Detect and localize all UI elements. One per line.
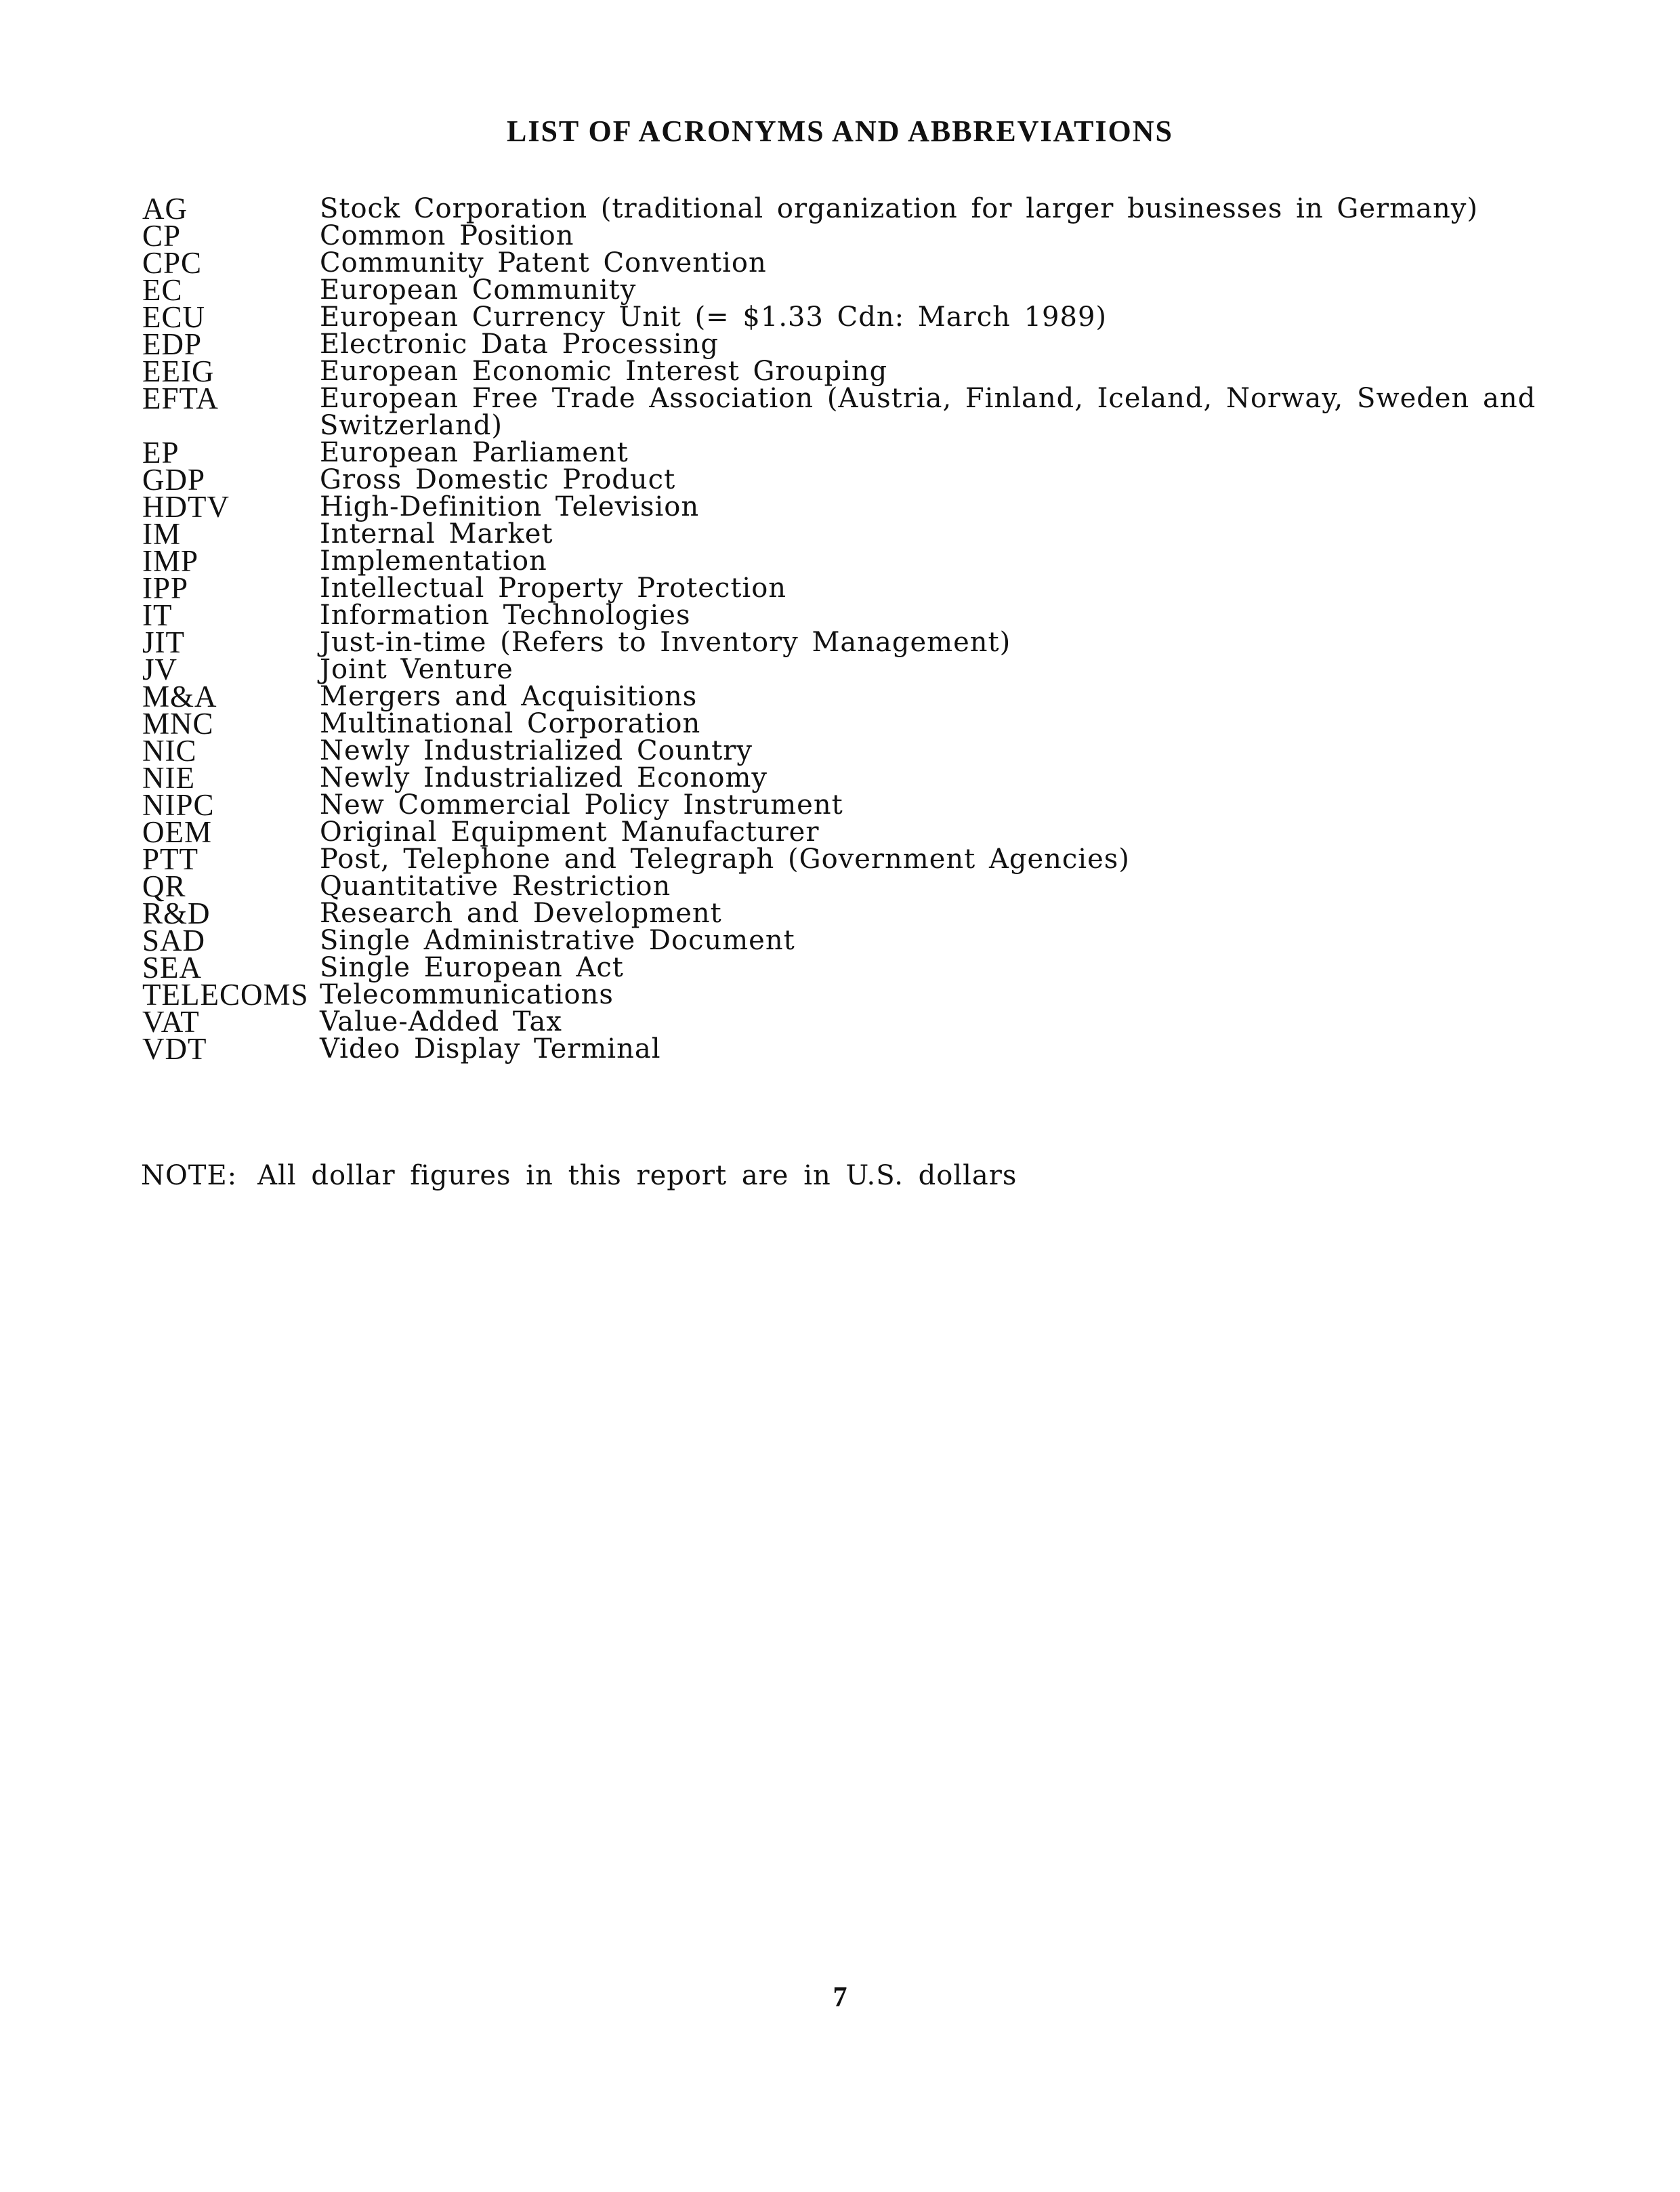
acronym-definition: New Commercial Policy Instrument bbox=[320, 789, 843, 821]
acronym-abbr: NIE bbox=[142, 761, 195, 795]
acronym-definition: Telecommunications bbox=[320, 979, 614, 1010]
acronym-abbr: SEA bbox=[142, 951, 203, 985]
acronym-definition: Electronic Data Processing bbox=[320, 329, 719, 360]
acronym-row bbox=[142, 869, 1551, 903]
acronym-abbr: M&A bbox=[142, 680, 217, 714]
acronym-definition: Common Position bbox=[320, 220, 574, 251]
acronym-abbr: VDT bbox=[142, 1032, 207, 1066]
acronym-abbr: IM bbox=[142, 517, 181, 551]
acronym-definition: Gross Domestic Product bbox=[320, 464, 676, 495]
acronym-row bbox=[142, 815, 1551, 849]
acronym-row bbox=[142, 761, 1551, 795]
acronym-row bbox=[142, 219, 1551, 253]
acronym-definition: Mergers and Acquisitions bbox=[320, 681, 698, 712]
acronym-row bbox=[142, 192, 1551, 226]
acronym-definition: Stock Corporation (traditional organization for larger businesses in Germany) bbox=[320, 193, 1478, 224]
acronym-abbr: AG bbox=[142, 192, 188, 226]
note bbox=[141, 1160, 1017, 1191]
acronym-abbr: MNC bbox=[142, 707, 214, 741]
acronym-abbr: EDP bbox=[142, 327, 203, 361]
acronym-row bbox=[142, 951, 1551, 985]
acronym-abbr: GDP bbox=[142, 463, 206, 497]
acronym-definition: Single Administrative Document bbox=[320, 925, 795, 956]
acronym-row bbox=[142, 571, 1551, 605]
acronym-row bbox=[142, 625, 1551, 659]
acronym-definition: European Economic Interest Grouping bbox=[320, 356, 888, 387]
acronym-definition: Quantitative Restriction bbox=[320, 871, 671, 902]
acronym-abbr: TELECOMS bbox=[142, 978, 309, 1012]
acronym-row bbox=[142, 300, 1551, 334]
acronym-abbr: EC bbox=[142, 273, 183, 307]
page-number: 7 bbox=[833, 1982, 847, 2013]
acronym-abbr: VAT bbox=[142, 1005, 200, 1039]
acronym-row bbox=[142, 842, 1551, 876]
acronym-row bbox=[142, 598, 1551, 632]
acronym-definition: Newly Industrialized Country bbox=[320, 735, 753, 766]
acronym-definition: Joint Venture bbox=[320, 654, 513, 685]
acronym-definition: High-Definition Television bbox=[320, 491, 700, 522]
note-text: All dollar figures in this report are in U.S. dollars bbox=[257, 1160, 1017, 1191]
acronym-abbr: NIC bbox=[142, 734, 197, 768]
acronym-definition: Community Patent Convention bbox=[320, 247, 767, 278]
acronym-abbr: HDTV bbox=[142, 490, 230, 524]
acronym-definition: European Currency Unit (= $1.33 Cdn: March 1989) bbox=[320, 302, 1108, 333]
acronym-abbr: IMP bbox=[142, 544, 199, 578]
acronym-definition: Implementation bbox=[320, 545, 547, 577]
acronym-row bbox=[142, 327, 1551, 361]
acronym-row bbox=[142, 978, 1551, 1012]
acronym-abbr: CP bbox=[142, 219, 182, 253]
acronym-abbr: EFTA bbox=[142, 381, 219, 415]
acronym-row bbox=[142, 273, 1551, 307]
acronym-abbr: R&D bbox=[142, 896, 211, 930]
acronym-definition: Single European Act bbox=[320, 952, 624, 983]
acronym-abbr: CPC bbox=[142, 246, 203, 280]
acronym-definition: Original Equipment Manufacturer bbox=[320, 816, 820, 848]
note-label: NOTE: bbox=[141, 1160, 238, 1191]
acronym-abbr: PTT bbox=[142, 842, 199, 876]
acronym-row bbox=[142, 517, 1551, 551]
acronym-row bbox=[142, 463, 1551, 497]
acronym-row bbox=[142, 788, 1551, 822]
acronym-row bbox=[142, 734, 1551, 768]
acronym-definition: European Parliament bbox=[320, 437, 629, 468]
acronym-definition: Intellectual Property Protection bbox=[320, 573, 787, 604]
acronym-abbr: OEM bbox=[142, 815, 212, 849]
acronym-row bbox=[142, 490, 1551, 524]
acronym-abbr: IPP bbox=[142, 571, 189, 605]
acronym-abbr: EEIG bbox=[142, 354, 215, 388]
acronym-row bbox=[142, 924, 1551, 957]
acronym-row bbox=[142, 436, 1551, 470]
acronym-row bbox=[142, 1005, 1551, 1039]
acronym-abbr: JIT bbox=[142, 625, 185, 659]
acronym-abbr: QR bbox=[142, 869, 186, 903]
acronym-row bbox=[142, 680, 1551, 714]
acronym-row bbox=[142, 381, 1551, 441]
acronym-row bbox=[142, 707, 1551, 741]
acronym-definition: Post, Telephone and Telegraph (Government Agencies) bbox=[320, 844, 1130, 875]
acronym-row bbox=[142, 354, 1551, 388]
acronym-definition: Internal Market bbox=[320, 518, 553, 550]
acronym-abbr: JV bbox=[142, 653, 178, 686]
page-title: LIST OF ACRONYMS AND ABBREVIATIONS bbox=[506, 115, 1174, 148]
acronym-definition: European Free Trade Association (Austria, Finland, Iceland, Norway, Sweden and Switzerland) bbox=[320, 383, 1536, 441]
acronym-definition: Research and Development bbox=[320, 898, 722, 929]
acronym-definition: Newly Industrialized Economy bbox=[320, 762, 768, 793]
acronym-abbr: EP bbox=[142, 436, 180, 470]
acronym-abbr: ECU bbox=[142, 300, 205, 334]
acronym-abbr: SAD bbox=[142, 924, 206, 957]
acronym-row bbox=[142, 896, 1551, 930]
acronym-definition: Multinational Corporation bbox=[320, 708, 701, 739]
acronym-abbr: NIPC bbox=[142, 788, 215, 822]
acronym-definition: Video Display Terminal bbox=[320, 1033, 661, 1064]
acronym-definition: Just-in-time (Refers to Inventory Management) bbox=[320, 627, 1011, 658]
acronym-row bbox=[142, 544, 1551, 578]
acronym-abbr: IT bbox=[142, 598, 173, 632]
acronym-definition: European Community bbox=[320, 274, 637, 306]
acronym-list bbox=[142, 192, 1551, 1066]
acronym-definition: Information Technologies bbox=[320, 600, 691, 631]
acronym-row bbox=[142, 246, 1551, 280]
acronym-definition: Value-Added Tax bbox=[320, 1006, 562, 1037]
acronym-row bbox=[142, 653, 1551, 686]
acronym-row bbox=[142, 1032, 1551, 1066]
